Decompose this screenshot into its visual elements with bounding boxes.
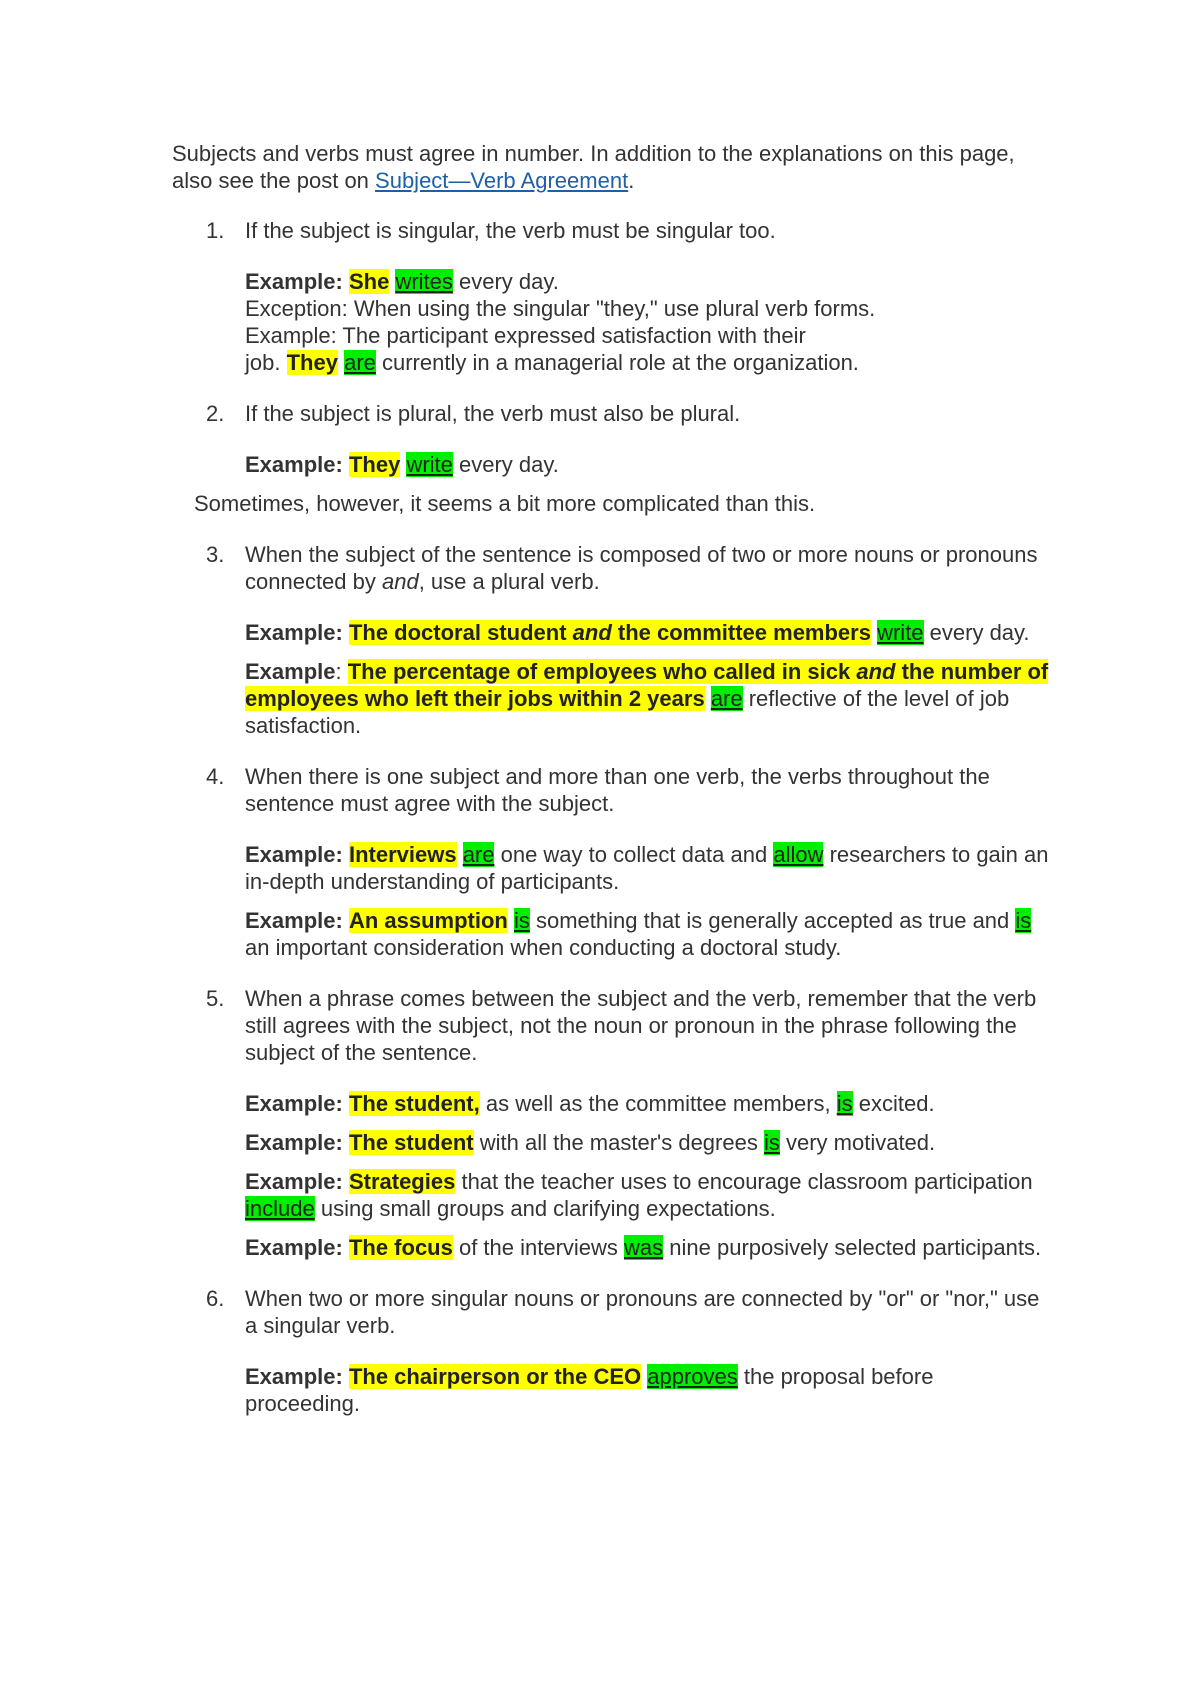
- example-line: [245, 1090, 1052, 1117]
- subject-highlight: They: [286, 350, 338, 375]
- subject-highlight: The chairperson or the CEO: [348, 1364, 642, 1389]
- example-rest: every day.: [452, 269, 559, 294]
- example-mid: as well as the committee members,: [479, 1091, 837, 1116]
- subject-highlight: The focus: [348, 1235, 453, 1260]
- example-line: [245, 658, 1052, 739]
- verb-highlight: is: [513, 908, 530, 933]
- intro-text: Subjects and verbs must agree in number. In addition to the explanations on this page, also see the post on: [172, 141, 1015, 193]
- list-number: 3.: [206, 542, 225, 567]
- subject-highlight: Interviews: [348, 842, 457, 867]
- example-pre: job.: [245, 350, 287, 375]
- verb-highlight: was: [624, 1235, 664, 1260]
- example-line-plain: Example: The participant expressed satisfaction with their: [245, 323, 806, 348]
- example-label: Example:: [245, 1091, 343, 1116]
- rule-text: If the subject is singular, the verb must be singular too.: [245, 218, 776, 243]
- verb-highlight: is: [836, 1091, 853, 1116]
- verb-highlight: writes: [395, 269, 453, 294]
- example-mid: with all the master's degrees: [473, 1130, 764, 1155]
- verb-highlight: include: [245, 1196, 315, 1221]
- list-item-6: [172, 1285, 1052, 1417]
- example-label: Example:: [245, 908, 343, 933]
- example-mid: that the teacher uses to encourage classroom participation: [455, 1169, 1033, 1194]
- example-label: Example:: [245, 1169, 343, 1194]
- verb-highlight: write: [877, 620, 924, 645]
- list-item-5: [172, 985, 1052, 1261]
- example-mid: of the interviews: [452, 1235, 625, 1260]
- exception-line: Exception: When using the singular "they," use plural verb forms.: [245, 296, 876, 321]
- rule-text-part: When the subject of the sentence is composed of two or more nouns or pronouns connected by: [245, 542, 1038, 594]
- example-label: Example:: [245, 452, 343, 477]
- example-rest: researchers to gain an in-depth understanding of participants.: [245, 842, 1049, 894]
- example-line: [245, 619, 1052, 646]
- example-rest: an important consideration when conducting a doctoral study.: [245, 935, 842, 960]
- example-line: [245, 268, 1052, 295]
- subject-verb-agreement-link[interactable]: Subject—Verb Agreement: [375, 168, 629, 193]
- subject-highlight: The student,: [348, 1091, 480, 1116]
- verb-highlight: write: [406, 452, 453, 477]
- example-label: Example:: [245, 1364, 343, 1389]
- example-rest: using small groups and clarifying expectations.: [314, 1196, 776, 1221]
- intro-period: .: [628, 168, 635, 193]
- subject-highlight: An assumption: [348, 908, 508, 933]
- subject-part: the committee members: [611, 620, 871, 645]
- rule-text: When two or more singular nouns or pronouns are connected by "or" or "nor," use a singular verb.: [245, 1286, 1040, 1338]
- example-line: [245, 907, 1052, 961]
- subject-part: the number of employees who left their jobs within 2 years: [245, 659, 1049, 711]
- example-label: Example: [245, 659, 336, 684]
- example-label: Example:: [245, 1235, 343, 1260]
- example-label: Example:: [245, 620, 343, 645]
- example-rest: every day.: [923, 620, 1030, 645]
- example-rest: the proposal before proceeding.: [245, 1364, 934, 1416]
- example-line: [245, 1129, 1052, 1156]
- example-rest: reflective of the level of job satisfaction.: [245, 686, 1010, 738]
- example-line: [245, 1234, 1052, 1261]
- example-rest: currently in a managerial role at the organization.: [375, 350, 859, 375]
- interlude-text: Sometimes, however, it seems a bit more complicated than this.: [194, 491, 816, 516]
- example-label: Example:: [245, 842, 343, 867]
- list-number: 5.: [206, 986, 225, 1011]
- rule-emphasis: and: [381, 569, 419, 594]
- example-rest: every day.: [452, 452, 559, 477]
- example-colon: :: [335, 659, 348, 684]
- list-number: 1.: [206, 218, 225, 243]
- example-line: [245, 349, 1052, 376]
- verb-highlight: is: [1015, 908, 1032, 933]
- example-line: [245, 1363, 1052, 1417]
- list-number: 4.: [206, 764, 225, 789]
- intro-paragraph: [172, 140, 1052, 194]
- subject-part: The doctoral student: [348, 620, 573, 645]
- list-item-1: [172, 217, 1052, 376]
- verb-highlight: are: [710, 686, 743, 711]
- subject-highlight: They: [348, 452, 401, 477]
- subject-emphasis: and: [856, 659, 896, 684]
- example-label: Example:: [245, 1130, 343, 1155]
- example-mid: one way to collect data and: [494, 842, 774, 867]
- verb-highlight: are: [344, 350, 376, 375]
- example-rest: excited.: [852, 1091, 935, 1116]
- list-item-2: [172, 400, 1052, 478]
- verb-highlight: approves: [647, 1364, 738, 1389]
- example-line: [245, 841, 1052, 895]
- verb-highlight: are: [462, 842, 495, 867]
- document-body: [172, 140, 1052, 1417]
- example-label: Example:: [245, 269, 343, 294]
- subject-part: The percentage of employees who called in sick: [347, 659, 857, 684]
- subject-highlight: Strategies: [348, 1169, 456, 1194]
- example-rest: nine purposively selected participants.: [663, 1235, 1042, 1260]
- rule-text: [245, 541, 1052, 595]
- rule-text: When a phrase comes between the subject and the verb, remember that the verb still agrees with the subject, not the noun or pronoun in the phrase following the subject of the sentence.: [245, 986, 1037, 1065]
- list-item-3: [172, 541, 1052, 739]
- rule-text: When there is one subject and more than one verb, the verbs throughout the sentence must agree with the subject.: [245, 764, 990, 816]
- example-mid: something that is generally accepted as true and: [529, 908, 1016, 933]
- subject-highlight: She: [348, 269, 390, 294]
- subject-highlight: The student: [348, 1130, 474, 1155]
- subject-emphasis: and: [572, 620, 612, 645]
- list-number: 2.: [206, 401, 225, 426]
- verb-highlight: is: [763, 1130, 780, 1155]
- rule-text: If the subject is plural, the verb must also be plural.: [245, 401, 741, 426]
- verb-highlight: allow: [773, 842, 824, 867]
- list-number: 6.: [206, 1286, 225, 1311]
- subject-highlight: [349, 620, 871, 645]
- rule-text-part: , use a plural verb.: [418, 569, 600, 594]
- example-line: [245, 451, 1052, 478]
- example-rest: very motivated.: [779, 1130, 936, 1155]
- example-line: [245, 1168, 1052, 1222]
- list-item-4: [172, 763, 1052, 961]
